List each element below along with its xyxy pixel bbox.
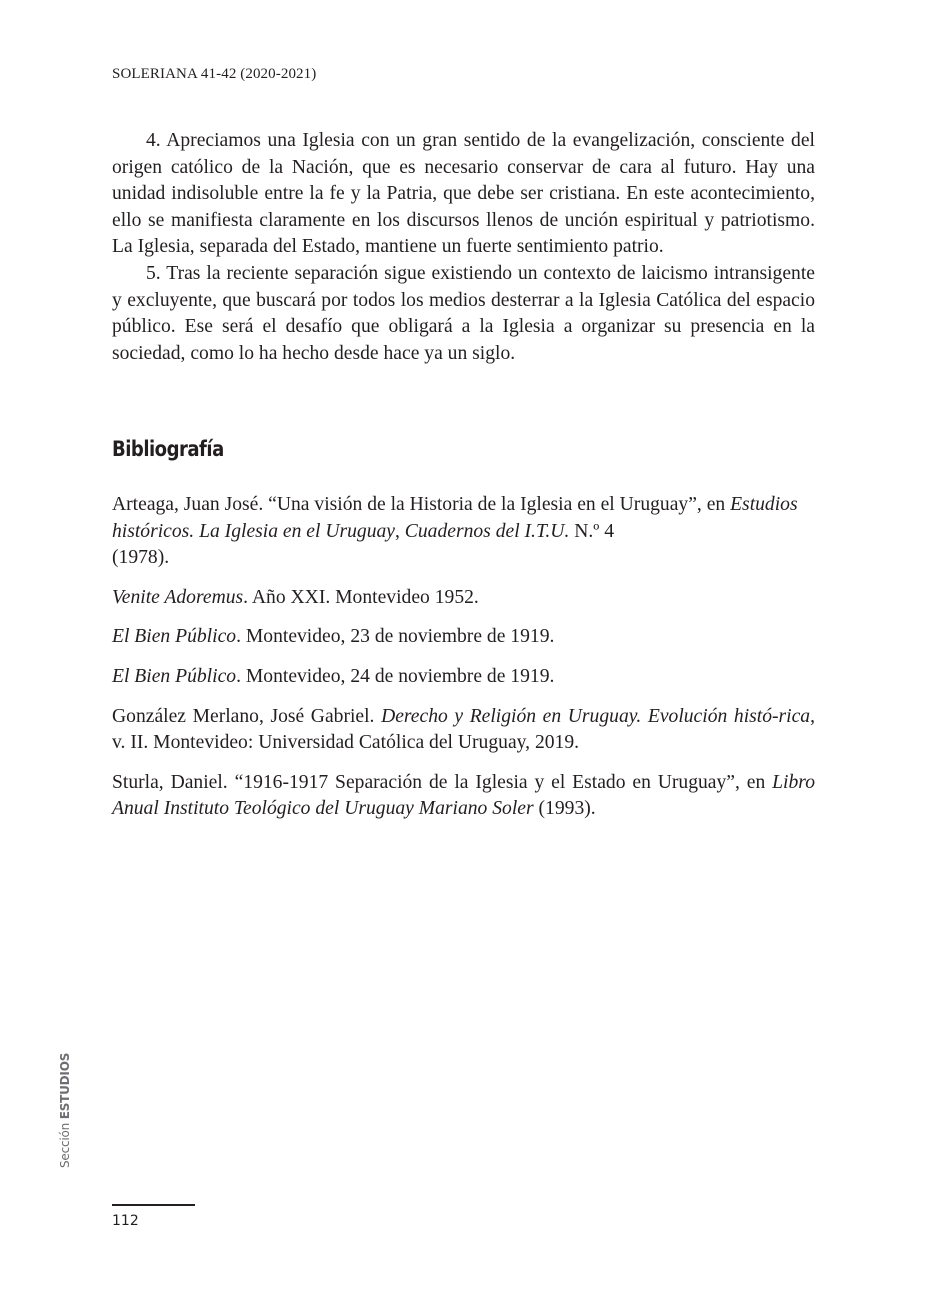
- entry-text: González Merlano, José Gabriel.: [112, 705, 382, 727]
- bibliography-entry: [112, 624, 815, 651]
- bibliography-list: [112, 492, 815, 836]
- entry-title: Venite Adoremus: [112, 586, 244, 608]
- section-label: [58, 1053, 72, 1168]
- folio-rule: [112, 1204, 195, 1206]
- bibliography-entry: [112, 492, 815, 572]
- bibliography-entry: [112, 664, 815, 691]
- section-label-prefix: Sección: [58, 1122, 72, 1168]
- entry-title: El Bien Público: [112, 665, 237, 687]
- bibliography-entry: [112, 585, 815, 612]
- entry-text: , v. II. Montevideo: Universidad Católica del Uruguay, 2019.: [112, 705, 815, 754]
- entry-title: El Bien Público: [112, 626, 237, 648]
- entry-text: N.º 4: [569, 520, 615, 542]
- entry-series: Cuadernos del I.T.U.: [404, 520, 570, 542]
- bibliography-heading: Bibliografía: [112, 437, 224, 461]
- bibliography-entry: [112, 770, 815, 823]
- paragraph-5: 5. Tras la reciente separación sigue existiendo un contexto de laicismo intransigente y excluyente, que buscará por todos los medios desterrar a la Iglesia Católica del espacio público. Ese será el desafío que obligará a la Iglesia a organizar su presencia en la sociedad, como lo ha hecho desde hace ya un siglo.: [112, 262, 815, 364]
- entry-text: . Año XXI. Montevideo 1952.: [243, 586, 479, 608]
- entry-title: Derecho y Religión en Uruguay. Evolución histó-rica: [381, 705, 811, 727]
- entry-text: . Montevideo, 24 de noviembre de 1919.: [236, 665, 555, 687]
- body-text: [112, 128, 815, 367]
- entry-text: Sturla, Daniel. “1916-1917 Separación de la Iglesia y el Estado en Uruguay”, en: [112, 771, 773, 793]
- entry-text: (1993).: [533, 798, 596, 820]
- section-label-name: ESTUDIOS: [58, 1052, 72, 1120]
- running-head: SOLERIANA 41-42 (2020-2021): [112, 66, 317, 82]
- page-number: 112: [112, 1213, 139, 1229]
- entry-text: ,: [395, 520, 405, 542]
- entry-title: Estudios históricos. La Iglesia en el Uruguay: [112, 494, 798, 542]
- paragraph-4: 4. Apreciamos una Iglesia con un gran sentido de la evangelización, consciente del origen católico de la Nación, que es necesario conservar de cara al futuro. Hay una unidad indisoluble entre la fe y la Patria, que debe ser cristiana. En este acontecimiento, ello se manifiesta claramente en los discursos llenos de unción espiritual y patriotismo. La Iglesia, separada del Estado, mantiene un fuerte sentimiento patrio.: [112, 130, 815, 258]
- entry-year: (1978).: [112, 547, 170, 569]
- bibliography-entry: [112, 704, 815, 757]
- entry-title: Libro Anual Instituto Teológico del Uruguay Mariano Soler: [112, 771, 815, 820]
- entry-text: Arteaga, Juan José. “Una visión de la Historia de la Iglesia en el Uruguay”, en: [112, 494, 731, 515]
- entry-text: . Montevideo, 23 de noviembre de 1919.: [236, 626, 555, 648]
